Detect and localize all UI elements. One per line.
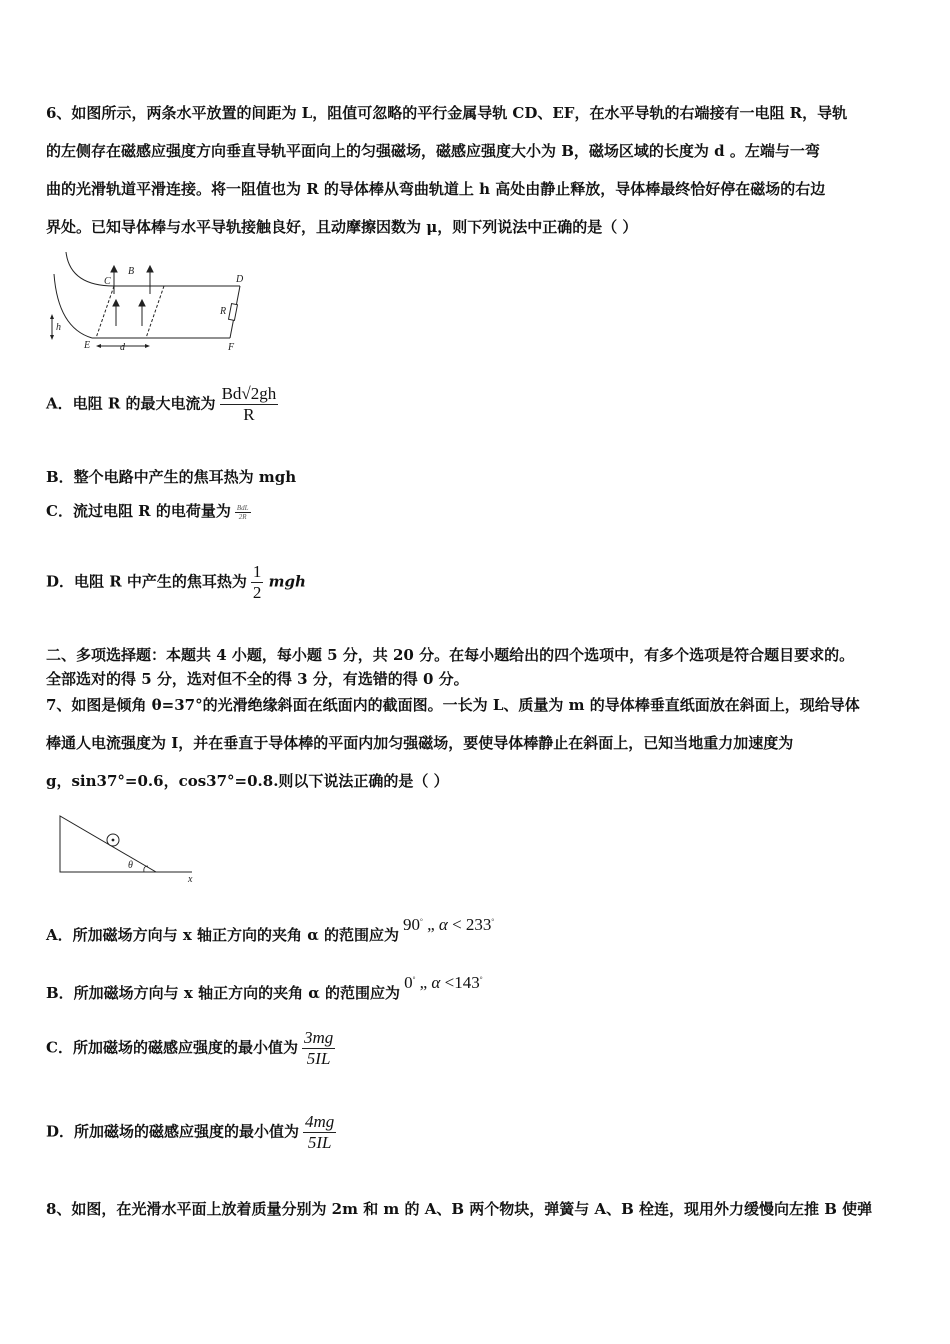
q7-line-2: 棒通人电流强度为 I，并在垂直于导体棒的平面内加匀强磁场，要使导体棒静止在斜面上，已知当地重力加速度为	[46, 734, 794, 752]
label-r: R	[220, 306, 227, 317]
q6-option-a-fraction	[220, 384, 279, 425]
q7-option-d-text: D．所加磁场的磁感应强度的最小值为	[46, 1122, 300, 1141]
q7-option-b-upper: <143	[444, 973, 480, 992]
q7-option-b	[46, 973, 483, 1003]
q7-option-a-rel: „	[427, 915, 435, 934]
q7-incline-figure	[56, 810, 202, 886]
q6-line-3: 曲的光滑轨道平滑连接。将一阻值也为 R 的导体棒从弯曲轨道上 h 高处由静止释放，导体棒最终恰好停在磁场的右边	[46, 180, 826, 198]
q6-line-1: 6、如图所示，两条水平放置的间距为 L，阻值可忽略的平行金属导轨 CD、EF，在水平导轨的右端接有一电阻 R，导轨	[46, 104, 848, 122]
q6-option-d-tail: mgh	[268, 572, 306, 591]
section-2-line-2: 全部选对的得 5 分，选对但不全的得 3 分，有选错的得 0 分。	[46, 670, 469, 688]
field-right-boundary	[146, 286, 164, 338]
section-2-line-1: 二、多项选择题：本题共 4 小题，每小题 5 分，共 20 分。在每小题给出的四个选项中，有多个选项是符合题目要求的。	[46, 646, 855, 664]
q7-option-d	[46, 1112, 336, 1153]
q6-option-d-denominator: 2	[252, 583, 262, 602]
q7-option-d-fraction	[303, 1112, 336, 1153]
q6-option-d-fraction	[251, 562, 264, 603]
label-h: h	[56, 322, 61, 333]
q7-option-a-sym: α	[438, 915, 448, 934]
label-x: x	[188, 874, 193, 885]
label-f: F	[228, 342, 235, 353]
q6-line-2: 的左侧存在磁感应强度方向垂直导轨平面向上的匀强磁场，磁感应强度大小为 B，磁场区域的长度为 d 。左端与一弯	[46, 142, 820, 160]
q7-option-b-lower: 0	[404, 973, 413, 992]
q7-option-d-denominator: 5IL	[307, 1133, 332, 1152]
q6-option-c-fraction	[235, 504, 251, 521]
q6-option-c-text: C．流过电阻 R 的电荷量为	[46, 502, 231, 520]
q6-option-a	[46, 384, 278, 425]
q7-option-c-numerator: 3mg	[303, 1028, 334, 1047]
q7-option-a-upper: < 233	[452, 915, 492, 934]
q6-option-c-denominator: 2R	[238, 512, 247, 521]
q6-line-4: 界处。已知导体棒与水平导轨接触良好，且动摩擦因数为 μ，则下列说法中正确的是（ ）	[46, 218, 638, 236]
q7-option-d-numerator: 4mg	[305, 1112, 335, 1131]
q6-option-a-text: A．电阻 R 的最大电流为	[46, 394, 216, 413]
q7-option-b-range: 0° „ α <143°	[404, 973, 483, 992]
q6-option-d	[46, 562, 306, 603]
label-theta: θ	[128, 860, 133, 871]
field-left-boundary	[96, 286, 114, 338]
label-d: D	[236, 274, 244, 285]
resistor-r	[229, 304, 238, 321]
q7-option-a-text: A．所加磁场方向与 x 轴正方向的夹角 α 的范围应为	[46, 926, 400, 944]
q6-option-c	[46, 500, 251, 521]
q7-option-a-range: 90° „ α < 233°	[403, 915, 495, 934]
q7-option-c-text: C．所加磁场的磁感应强度的最小值为	[46, 1038, 298, 1057]
q6-option-a-numerator: Bd√2gh	[221, 384, 277, 403]
q6-option-c-numerator: BdL	[236, 503, 249, 512]
q6-option-a-denominator: R	[243, 405, 255, 424]
q7-option-c-fraction	[302, 1028, 335, 1069]
q7-line-1: 7、如图是倾角 θ=37°的光滑绝缘斜面在纸面内的截面图。一长为 L、质量为 m 的导体棒垂直纸面放在斜面上，现给导体	[46, 696, 860, 714]
label-e: E	[84, 340, 91, 351]
current-dot-icon	[112, 839, 115, 842]
q7-option-c	[46, 1028, 335, 1069]
q7-option-b-text: B．所加磁场方向与 x 轴正方向的夹角 α 的范围应为	[46, 984, 401, 1002]
label-d-length: d	[120, 342, 125, 353]
q8-line-1: 8、如图，在光滑水平面上放着质量分别为 2m 和 m 的 A、B 两个物块，弹簧与 A、B 栓连，现用外力缓慢向左推 B 使弹	[46, 1200, 873, 1218]
q7-option-a-lower: 90	[403, 915, 421, 934]
label-c: C	[104, 276, 111, 287]
label-b: B	[128, 266, 135, 277]
q7-option-b-rel: „	[419, 973, 428, 992]
q7-option-b-sym: α	[431, 973, 441, 992]
q6-option-d-numerator: 1	[252, 562, 262, 581]
q7-option-c-denominator: 5IL	[306, 1049, 331, 1068]
q7-line-3: g，sin37°=0.6，cos37°=0.8.则以下说法正确的是（ ）	[46, 772, 449, 790]
q6-rail-figure	[44, 250, 250, 354]
q6-option-d-text: D．电阻 R 中产生的焦耳热为	[46, 572, 247, 591]
q6-option-b: B．整个电路中产生的焦耳热为 mgh	[46, 468, 297, 486]
q7-option-a	[46, 915, 495, 945]
